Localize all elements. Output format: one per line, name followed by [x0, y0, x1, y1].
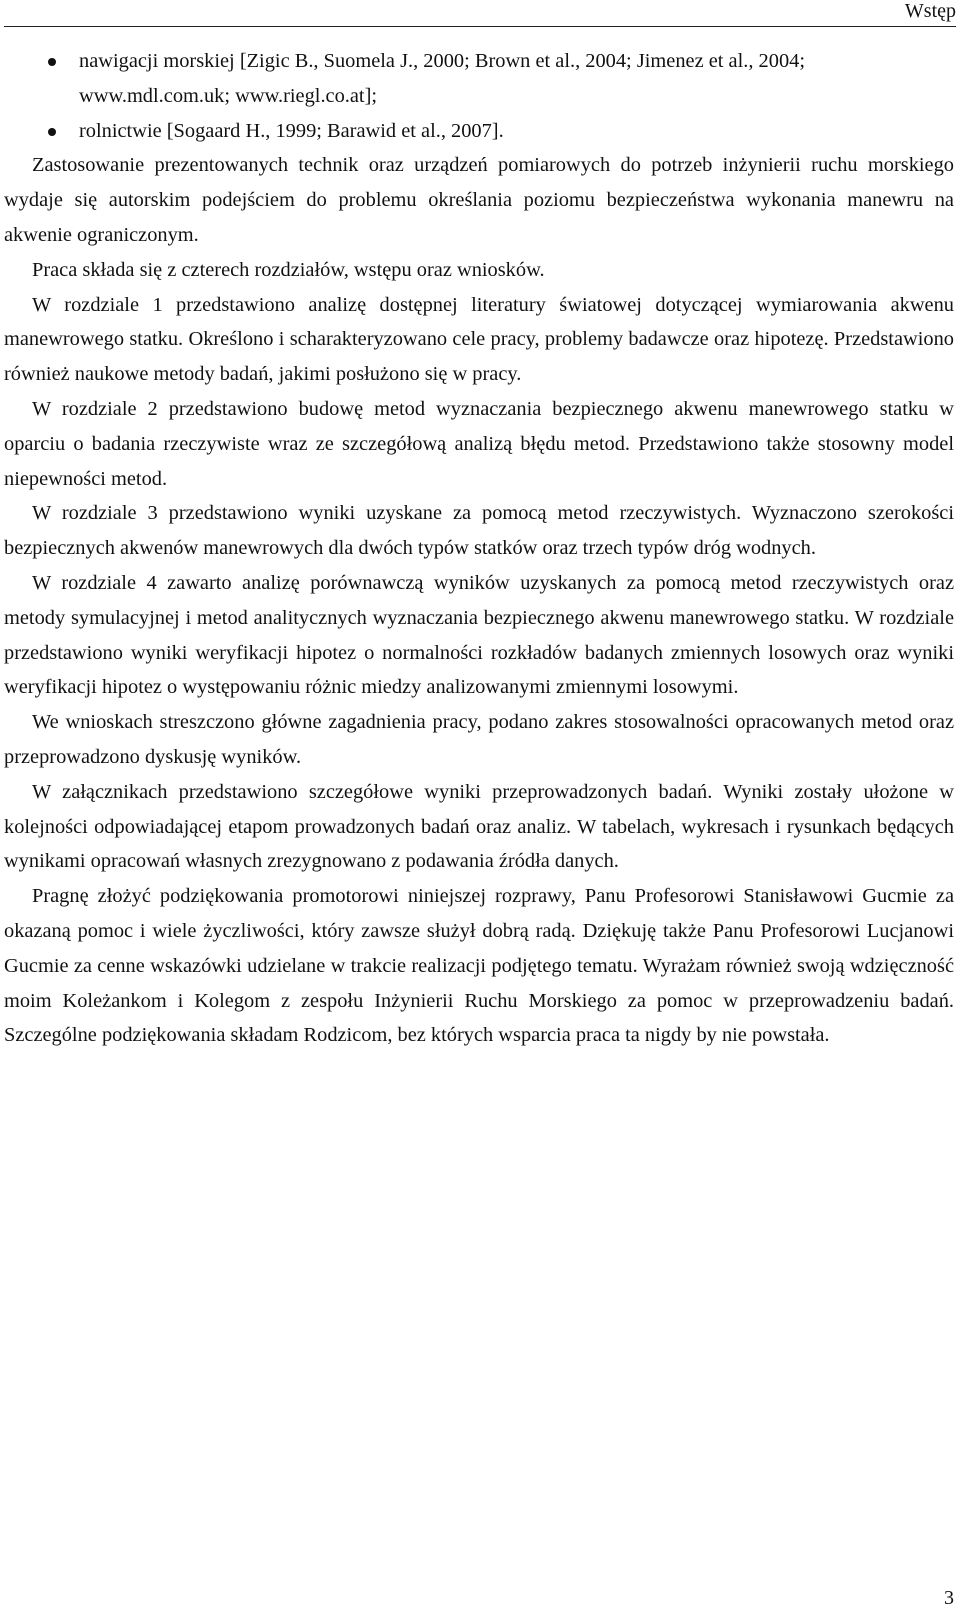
bullet-list	[4, 44, 954, 148]
paragraph: W załącznikach przedstawiono szczegółowe wyniki przeprowadzonych badań. Wyniki zostały ułożone w kolejności odpowiadającej etapom prowadzonych badań oraz analiz. W tabelach, wykresach i rysunkach będących wynikami opracowań własnych zrezygnowano z podawania źródła danych.	[4, 780, 954, 873]
bullet-text: rolnictwie [Sogaard H., 1999; Barawid et al., 2007].	[79, 119, 504, 142]
bullet-item	[4, 44, 954, 114]
paragraph: W rozdziale 2 przedstawiono budowę metod wyznaczania bezpiecznego akwenu manewrowego statku w oparciu o badania rzeczywiste wraz ze szczegółową analizą błędu metod. Przedstawiono także stosowny model niepewności metod.	[4, 397, 954, 490]
header-title: Wstęp	[904, 0, 956, 22]
bullet-item	[4, 114, 954, 149]
paragraph: Pragnę złożyć podziękowania promotorowi niniejszej rozprawy, Panu Profesorowi Stanisławowi Gucmie za okazaną pomoc i wiele życzliwości, który zawsze służył dobrą radą. Dziękuję także Panu Profesorowi Lucjanowi Gucmie za cenne wskazówki udzielane w trakcie realizacji podjętego tematu. Wyrażam również swoją wdzięczność moim Koleżankom i Kolegom z zespołu Inżynierii Ruchu Morskiego za pomoc w przeprowadzeniu badań. Szczególne podziękowania składam Rodzicom, bez których wsparcia praca ta nigdy by nie powstała.	[4, 885, 954, 1047]
paragraph: W rozdziale 4 zawarto analizę porównawczą wyników uzyskanych za pomocą metod rzeczywistych oraz metody symulacyjnej i metod analitycznych wyznaczania bezpiecznego akwenu manewrowego statku. W rozdziale przedstawiono wyniki weryfikacji hipotez o normalności rozkładów badanych zmiennych losowych oraz wyniki weryfikacji hipotez o występowaniu różnic miedzy analizowanymi zmiennymi losowymi.	[4, 571, 954, 699]
paragraph: Praca składa się z czterech rozdziałów, wstępu oraz wniosków.	[32, 258, 545, 281]
page-content	[4, 44, 954, 1053]
page-number: 3	[944, 1587, 954, 1609]
bullet-text: nawigacji morskiej [Zigic B., Suomela J., 2000; Brown et al., 2004; Jimenez et al., 2004; www.mdl.com.uk; www.riegl.co.at];	[79, 50, 805, 107]
paragraph: W rozdziale 1 przedstawiono analizę dostępnej literatury światowej dotyczącej wymiarowania akwenu manewrowego statku. Określono i scharakteryzowano cele pracy, problemy badawcze oraz hipotezę. Przedstawiono również naukowe metody badań, jakimi posłużono się w pracy.	[4, 293, 954, 386]
running-header	[4, 0, 956, 27]
paragraph: We wnioskach streszczono główne zagadnienia pracy, podano zakres stosowalności opracowanych metod oraz przeprowadzono dyskusję wyników.	[4, 711, 954, 768]
bullet-icon	[48, 58, 56, 66]
paragraph: W rozdziale 3 przedstawiono wyniki uzyskane za pomocą metod rzeczywistych. Wyznaczono szerokości bezpiecznych akwenów manewrowych dla dwóch typów statków oraz trzech typów dróg wodnych.	[4, 502, 954, 560]
paragraph: Zastosowanie prezentowanych technik oraz urządzeń pomiarowych do potrzeb inżynierii ruchu morskiego wydaje się autorskim podejściem do problemu określania poziomu bezpieczeństwa wykonania manewru na akwenie ograniczonym.	[4, 154, 954, 246]
bullet-icon	[48, 128, 56, 136]
